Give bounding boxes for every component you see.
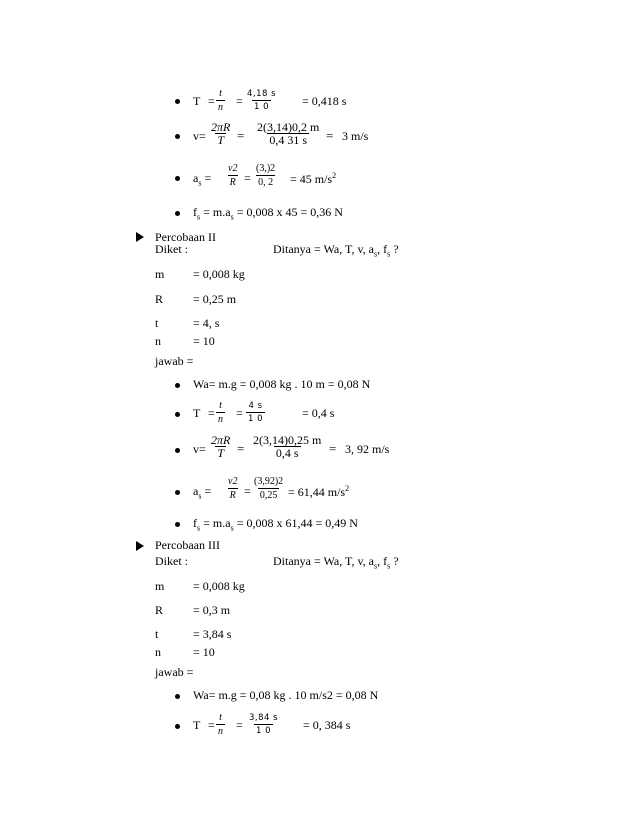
section-title: Percobaan II [155, 230, 216, 244]
equals: = [208, 94, 215, 108]
bullet-dot [175, 412, 180, 417]
fraction-T-values: $\frac{3,84 s}{1 0}$ [249, 713, 279, 736]
ditanya-label: Ditanya = Wa, T, v, $a_s$, $f_s$ ? [273, 242, 399, 259]
T-label: T [193, 406, 201, 420]
bullet-dot [175, 490, 180, 495]
v-result: 3, 92 m/s [345, 442, 390, 456]
fraction-2piR-over-T: $\frac{2\pi R}{T}$ [211, 120, 231, 147]
var-n: n [155, 334, 161, 348]
diket-label: Diket : [155, 242, 188, 256]
v-label: v= [193, 442, 206, 456]
equals: = [237, 441, 245, 456]
var-m: m [155, 579, 165, 593]
equals: = [208, 406, 215, 420]
jawab-label: jawab = [155, 354, 194, 368]
equals: = [329, 441, 337, 456]
fraction-a-values: $\frac{(3,92)2}{0,25}$ [254, 476, 284, 501]
var-t: t [155, 627, 159, 641]
fraction-v-values: $\frac{2(3,14)0,2 m}{0,4 31 s}$ [257, 120, 320, 147]
fraction-v2-over-R: $\frac{v2}{R}$ [228, 163, 238, 188]
bullet-dot [175, 383, 180, 388]
wa-line: Wa= m.g = 0,008 kg . 10 m = 0,08 N [193, 377, 371, 391]
fraction-t-over-n: $\frac{t}{n}$ [218, 400, 223, 425]
equals: = [244, 484, 251, 498]
bullet-dot [175, 134, 180, 139]
bullet-dot [175, 99, 180, 104]
val-R: = 0,3 m [193, 603, 231, 617]
val-t: = 3,84 s [193, 627, 232, 641]
bullet-dot [175, 522, 180, 527]
v-result: 3 m/s [342, 129, 369, 143]
a-result: = 45 $m/s^2$ [290, 171, 337, 186]
fraction-v-values: $\frac{2(3,14)0,25 m}{0,4 s}$ [253, 433, 322, 460]
val-t: = 4, s [193, 316, 220, 330]
diket-label: Diket : [155, 554, 188, 568]
equals: = [208, 718, 215, 732]
bullet-dot [175, 448, 180, 453]
wa-line: Wa= m.g = 0,08 kg . 10 m/s2 = 0,08 N [193, 688, 379, 702]
bullet-dot [175, 176, 180, 181]
val-R: = 0,25 m [193, 292, 237, 306]
equals: = [236, 718, 243, 732]
var-t: t [155, 316, 159, 330]
a-result: = 61,44 $m/s^2$ [288, 484, 350, 499]
v-label: v= [193, 129, 206, 143]
T-label: T [193, 94, 201, 108]
bullet-dot [175, 694, 180, 699]
T-result: = 0, 384 s [303, 718, 351, 732]
as-label: $a_s$ = [193, 484, 212, 501]
var-R: R [155, 603, 164, 617]
fraction-v2-over-R: $\frac{v2}{R}$ [228, 476, 238, 501]
fraction-T-values: $\frac{4 s}{1 0}$ [248, 401, 264, 424]
equals: = [236, 94, 243, 108]
bullet-dot [175, 724, 180, 729]
var-m: m [155, 267, 165, 281]
T-result: = 0,4 s [302, 406, 335, 420]
equals: = [326, 128, 334, 143]
fs-line: $f_s = m.a_s = 0,008$ x 45 = 0,36 N [193, 205, 343, 222]
fraction-a-values: $\frac{(3,)2}{0, 2}$ [256, 163, 276, 188]
ditanya-label: Ditanya = Wa, T, v, $a_s$, $f_s$ ? [273, 554, 399, 571]
arrow-bullet [136, 541, 144, 551]
fs-line: $f_s = m.a_s = 0,008$ x 61,44 = 0,49 N [193, 516, 358, 533]
T-label: T [193, 718, 201, 732]
val-m: = 0,008 kg [193, 579, 245, 593]
val-n: = 10 [193, 645, 215, 659]
equals: = [237, 128, 245, 143]
fraction-t-over-n: $\frac{t}{n}$ [218, 712, 223, 737]
var-n: n [155, 645, 161, 659]
as-label: $a_s$ = [193, 171, 212, 188]
var-R: R [155, 292, 164, 306]
equals: = [236, 406, 243, 420]
equals: = [244, 171, 251, 185]
arrow-bullet [136, 232, 144, 242]
fraction-t-over-n: $\frac{t}{n}$ [218, 88, 223, 113]
val-n: = 10 [193, 334, 215, 348]
section-title: Percobaan III [155, 538, 220, 552]
val-m: = 0,008 kg [193, 267, 245, 281]
fraction-2piR-over-T: $\frac{2\pi R}{T}$ [211, 433, 231, 460]
bullet-dot [175, 211, 180, 216]
fraction-T-values: $\frac{4,18 s}{1 0}$ [247, 89, 277, 112]
jawab-label: jawab = [155, 665, 194, 679]
T-result: = 0,418 s [302, 94, 347, 108]
